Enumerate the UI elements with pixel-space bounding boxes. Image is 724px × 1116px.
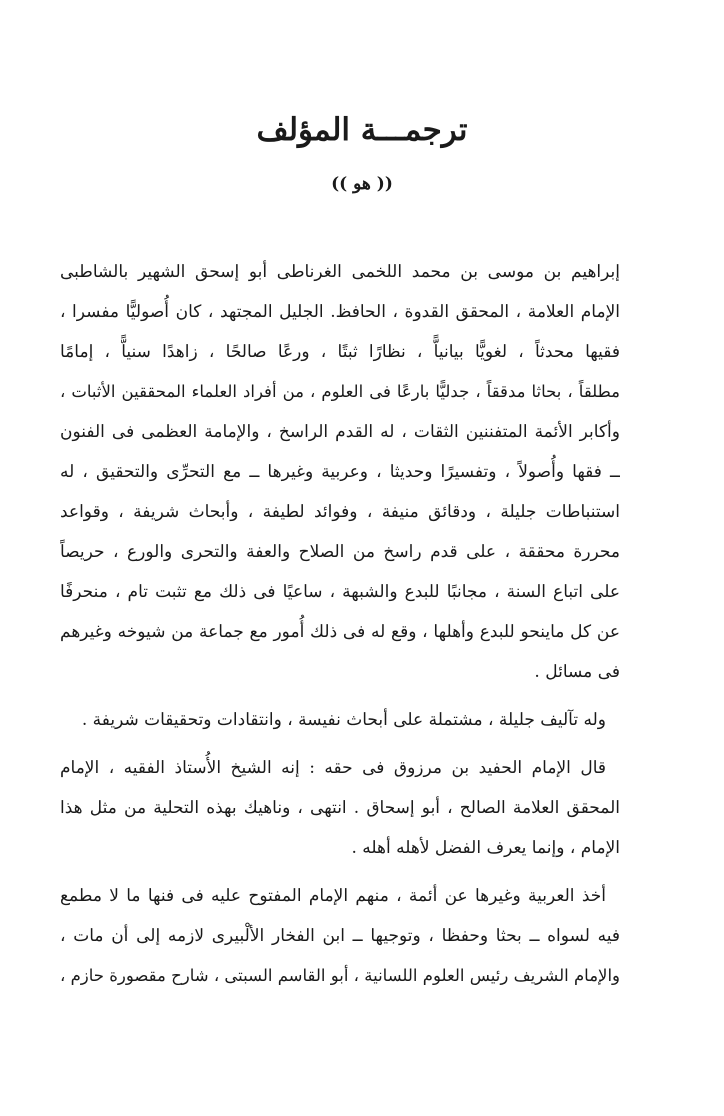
text-line: محررة محققة ، على قدم راسخ من الصلاح والعفة والتحرى والورع ، حريصاً (60, 542, 620, 562)
text-line: استنباطات جليلة ، ودقائق منيفة ، وفوائد لطيفة ، وأبحاث شريفة ، وقواعد (60, 502, 620, 522)
text-line: الإمام العلامة ، المحقق القدوة ، الحافظ. الجليل المجتهد ، كان أُصوليًّا مفسرا ، (60, 302, 620, 322)
text-line: أخذ العربية وغيرها عن أئمة ، منهم الإمام المفتوح عليه فى فنها ما لا مطمع (60, 886, 606, 906)
page-subtitle: (( هو )) (331, 174, 393, 194)
text-line: والإمام الشريف رئيس العلوم اللسانية ، أبو القاسم السبتى ، شارح مقصورة حازم ، (60, 966, 620, 985)
text-line: قال الإمام الحفيد بن مرزوق فى حقه : إنه الشيخ الأُستاذ الفقيه ، الإمام (60, 758, 606, 778)
text-line: على اتباع السنة ، مجانبًا للبدع والشبهة ، ساعيًا فى ذلك مع تثبت تام ، منحرفًا (60, 582, 620, 602)
text-line: الإمام ، وإنما يعرف الفضل لأهله أهله . (351, 838, 620, 858)
text-line: فى مسائل . (534, 662, 620, 682)
text-line: المحقق العلامة الصالح ، أبو إسحاق . انتهى ، وناهيك بهذه التحلية من مثل هذا (60, 798, 620, 818)
text-line: وأكابر الأئمة المتفننين الثقات ، له القدم الراسخ ، والإمامة العظمى فى الفنون (60, 422, 620, 442)
text-line: ــ فقها وأُصولاً ، وتفسيرًا وحديثا ، وعربية وغيرها ــ مع التحرِّى والتحقيق ، له (60, 462, 620, 482)
text-line: فقيها محدثاً ، لغويًّا بيانياًّ ، نظارًا ثبتًا ، ورعًا صالحًا ، زاهدًا سنياًّ ، إمامًا (60, 342, 620, 362)
text-line: مطلقاً ، بحاثا مدققاً ، جدليًّا بارعًا فى العلوم ، من أفراد العلماء المحققين الأثبات ، (60, 382, 620, 401)
text-line: فيه لسواه ــ بحثا وحفظا ، وتوجيها ــ ابن الفخار الألْبيرى لازمه إلى أن مات ، (60, 926, 620, 946)
text-line: وله تآليف جليلة ، مشتملة على أبحاث نفيسة ، وانتقادات وتحقيقات شريفة . (81, 710, 606, 730)
text-line: عن كل ماينحو للبدع وأهلها ، وقع له فى ذلك أُمور مع جماعة من شيوخه وغيرهم (60, 622, 620, 642)
page-title: ترجمـــة المؤلف (256, 112, 468, 148)
text-line: إبراهيم بن موسى بن محمد اللخمى الغرناطى أبو إسحق الشهير بالشاطبى (60, 262, 620, 282)
